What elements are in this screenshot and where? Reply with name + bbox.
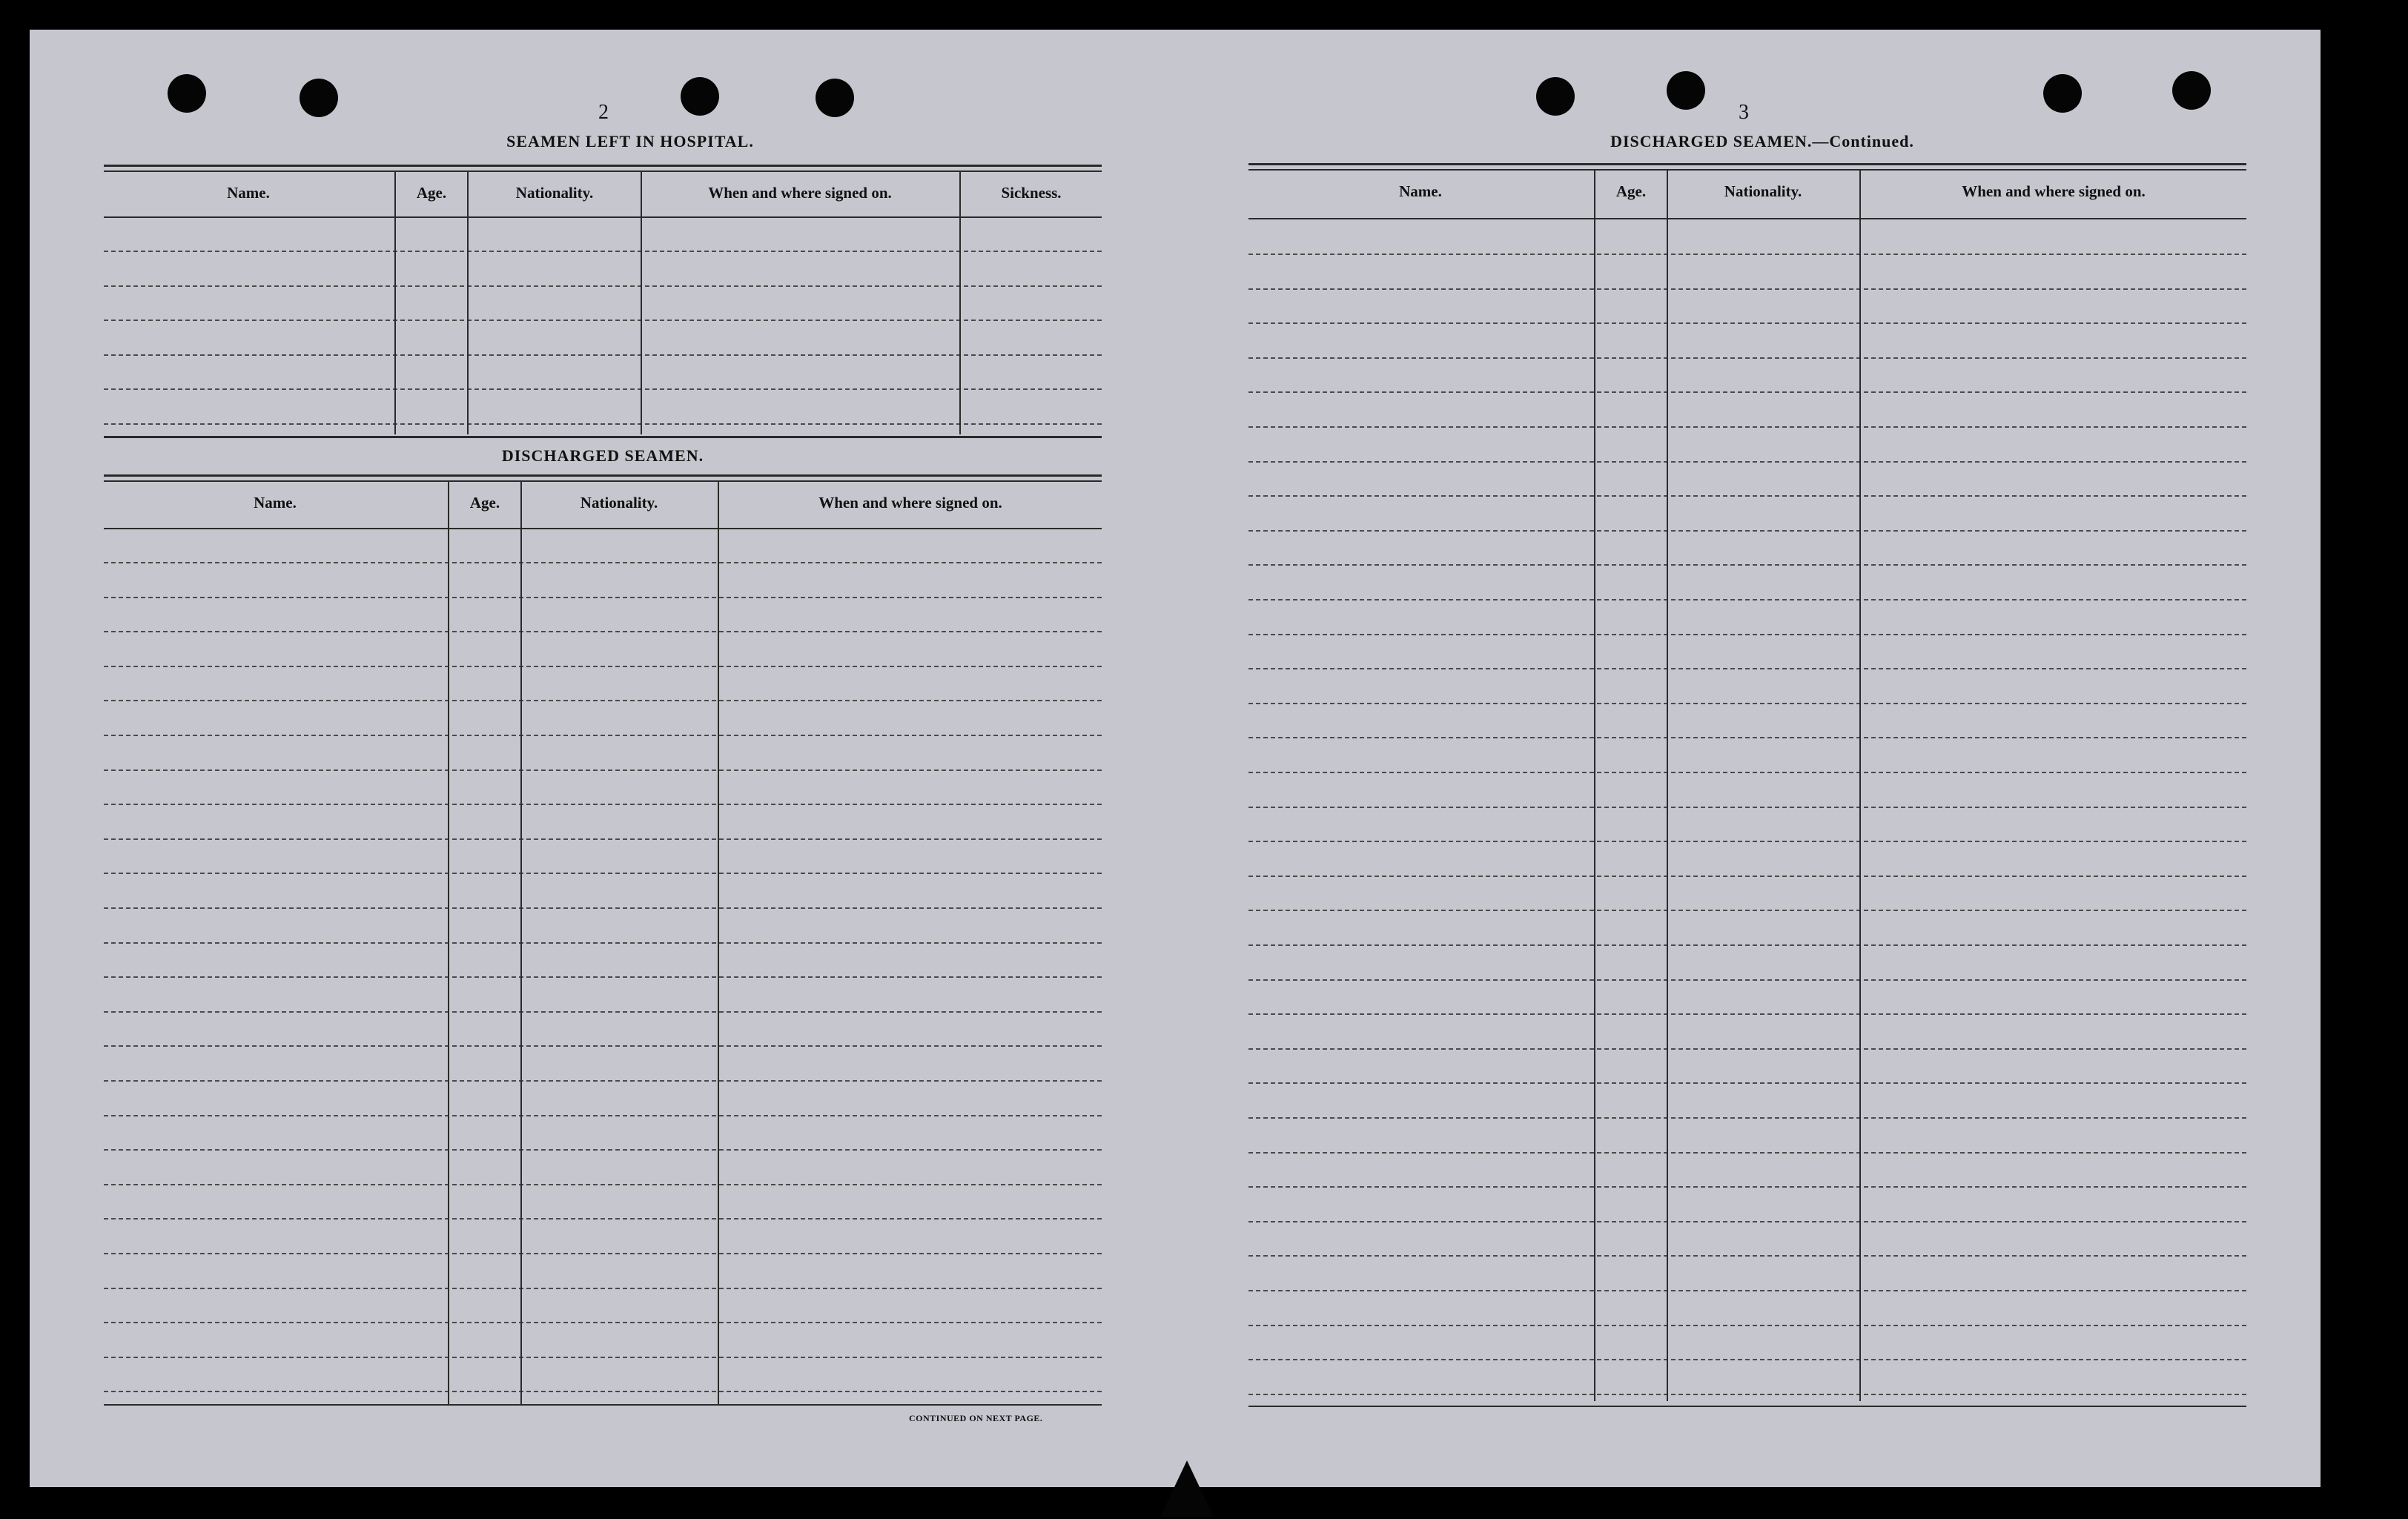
rule [104, 436, 1102, 438]
col-header-age: Age. [416, 184, 447, 202]
row-line [104, 251, 1102, 252]
col-header-when-where: When and where signed on. [818, 494, 1002, 512]
row-line [1248, 288, 2246, 290]
row-line [1248, 1394, 2246, 1395]
row-line [104, 423, 1102, 425]
register-sheet [30, 30, 2321, 1487]
row-line [1248, 357, 2246, 359]
row-line [1248, 634, 2246, 635]
row-line [1248, 1152, 2246, 1154]
column-divider [1667, 171, 1668, 1401]
punch-hole [2172, 71, 2211, 110]
column-divider [448, 482, 449, 1404]
row-line [104, 666, 1102, 667]
row-line [1248, 530, 2246, 532]
col-header-name: Name. [1399, 182, 1442, 200]
row-line [104, 942, 1102, 944]
row-line [1248, 1013, 2246, 1015]
punch-hole [168, 74, 206, 113]
col-header-name: Name. [227, 184, 270, 202]
continued-note: CONTINUED ON NEXT PAGE. [909, 1413, 1043, 1423]
row-line [1248, 1048, 2246, 1050]
row-line [104, 1322, 1102, 1323]
row-line [1248, 495, 2246, 497]
row-line [104, 976, 1102, 978]
row-line [104, 562, 1102, 563]
row-line [1248, 668, 2246, 669]
col-header-nationality: Nationality. [515, 184, 594, 202]
column-divider [1859, 171, 1861, 1401]
row-line [104, 1045, 1102, 1047]
punch-hole [2043, 74, 2082, 113]
row-line [1248, 1290, 2246, 1291]
column-divider [520, 482, 522, 1404]
row-line [1248, 1117, 2246, 1119]
col-header-sickness: Sickness. [1001, 184, 1062, 202]
section-title-discharged: DISCHARGED SEAMEN. [501, 446, 704, 465]
row-line [1248, 461, 2246, 463]
row-line [104, 1011, 1102, 1013]
col-header-nationality: Nationality. [580, 494, 658, 512]
row-line [1248, 979, 2246, 981]
row-line [1248, 426, 2246, 428]
row-line [1248, 1186, 2246, 1188]
punch-hole [1667, 71, 1705, 110]
row-line [104, 1288, 1102, 1289]
row-line [104, 770, 1102, 771]
section-title-hospital: SEAMEN LEFT IN HOSPITAL. [506, 132, 754, 150]
col-header-when-where: When and where signed on. [1962, 182, 2146, 200]
row-line [104, 1080, 1102, 1082]
row-line [104, 1391, 1102, 1392]
punch-hole [300, 79, 338, 117]
rule [1248, 169, 2246, 171]
row-line [104, 1218, 1102, 1219]
header-underline [104, 216, 1102, 218]
column-divider [394, 172, 396, 434]
row-line [1248, 564, 2246, 566]
row-line [104, 873, 1102, 874]
page-number-right: 3 [1739, 101, 1749, 124]
row-line [104, 354, 1102, 356]
row-line [104, 838, 1102, 840]
row-line [104, 907, 1102, 909]
bottom-rule [104, 1404, 1102, 1406]
bottom-rule [1248, 1406, 2246, 1407]
row-line [1248, 807, 2246, 808]
section-title-discharged-continued: DISCHARGED SEAMEN.—Continued. [1610, 132, 1914, 150]
col-header-nationality: Nationality. [1724, 182, 1802, 200]
row-line [1248, 944, 2246, 946]
header-underline [1248, 218, 2246, 219]
row-line [1248, 841, 2246, 842]
row-line [1248, 322, 2246, 324]
row-line [1248, 772, 2246, 773]
punch-hole [1536, 77, 1575, 116]
row-line [104, 597, 1102, 598]
row-line [1248, 254, 2246, 255]
col-header-age: Age. [469, 494, 500, 512]
row-line [1248, 1082, 2246, 1084]
row-line [1248, 737, 2246, 738]
column-divider [959, 172, 961, 434]
col-header-when-where: When and where signed on. [708, 184, 892, 202]
row-line [104, 804, 1102, 805]
page-number-left: 2 [598, 101, 609, 124]
column-divider [718, 482, 719, 1404]
rule [104, 474, 1102, 477]
row-line [104, 700, 1102, 701]
row-line [104, 1357, 1102, 1358]
row-line [1248, 1359, 2246, 1360]
row-line [104, 320, 1102, 321]
rule [104, 480, 1102, 482]
column-divider [1594, 171, 1595, 1401]
row-line [104, 735, 1102, 736]
row-line [1248, 1325, 2246, 1326]
row-line [1248, 391, 2246, 393]
row-line [1248, 1221, 2246, 1222]
row-line [104, 285, 1102, 287]
row-line [1248, 1255, 2246, 1257]
row-line [1248, 876, 2246, 877]
punch-hole [681, 77, 719, 116]
col-header-age: Age. [1615, 182, 1647, 200]
row-line [1248, 703, 2246, 704]
row-line [104, 631, 1102, 632]
row-line [1248, 599, 2246, 600]
row-line [104, 1184, 1102, 1185]
row-line [1248, 910, 2246, 911]
row-line [104, 1253, 1102, 1254]
rule [1248, 163, 2246, 165]
column-divider [641, 172, 642, 434]
punch-hole [816, 79, 854, 117]
row-line [104, 1149, 1102, 1151]
rule [104, 171, 1102, 172]
header-underline [104, 528, 1102, 529]
row-line [104, 1115, 1102, 1116]
column-divider [467, 172, 469, 434]
col-header-name: Name. [254, 494, 297, 512]
row-line [104, 388, 1102, 390]
rule [104, 165, 1102, 167]
binding-notch [1160, 1460, 1214, 1517]
